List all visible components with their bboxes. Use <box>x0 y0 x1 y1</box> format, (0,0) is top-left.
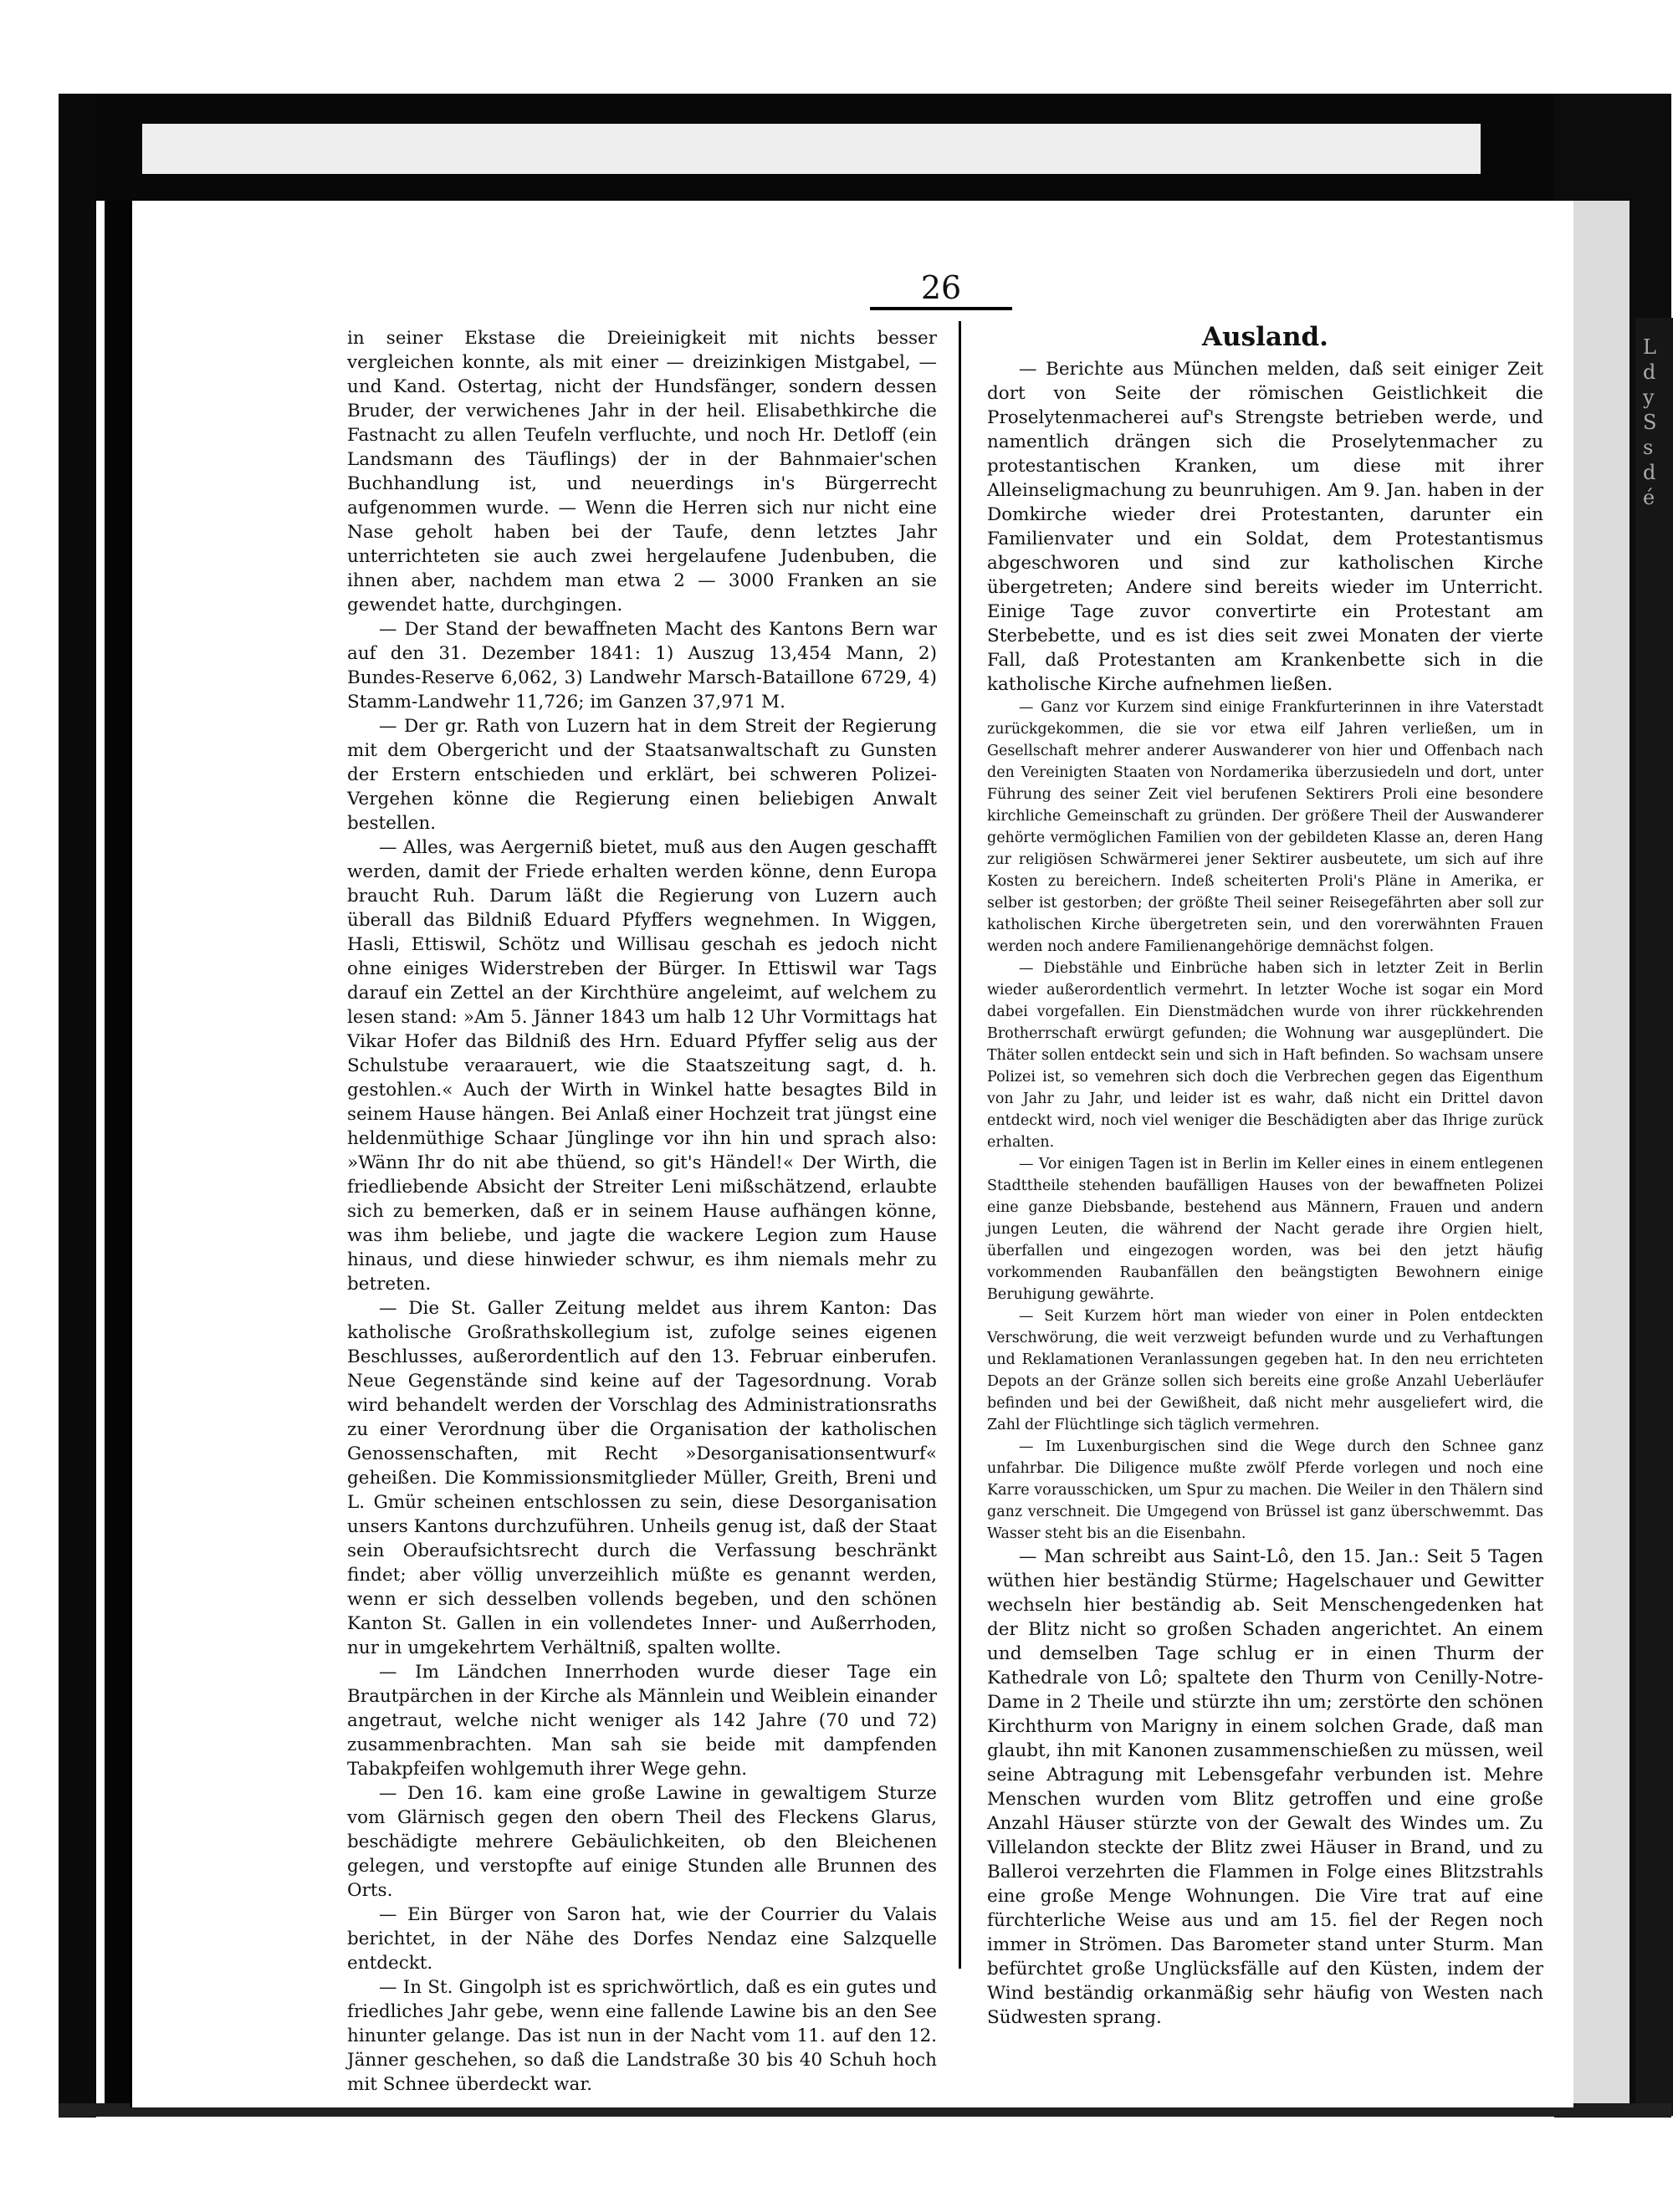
article-paragraph: — In St. Gingolph ist es sprichwörtlich, daß es ein gutes und friedliches Jahr gebe, wenn eine fallende Lawine bis an den See hinunter gelange. Das ist nun in der Nacht vom 11. auf den 12. Jänner geschehen, so daß die Landstraße 30 bis 40 Schuh hoch mit Schnee überdeckt war. <box>347 1977 937 2095</box>
article-paragraph: — Ein Bürger von Saron hat, wie der Courrier du Valais berichtet, in der Nähe des Dorfes Nendaz eine Salzquelle entdeckt. <box>347 1904 937 1974</box>
article-paragraph: — Berichte aus München melden, daß seit einiger Zeit dort von Seite der römischen Geistlichkeit die Proselytenmacherei auf's Strengste betrieben werde, und namentlich drängen sich die Proselytenmacher zu protestantischen Kranken, um diese mit ihrer Alleinseligmachung zu beunruhigen. Am 9. Jan. haben in der Domkirche wieder drei Protestanten, darunter ein Familienvater und ein Soldat, dem Protestantismus abgeschworen und sind zur katholischen Kirche übergetreten; Andere sind bereits wieder im Unterricht. Einige Tage zuvor convertirte ein Protestant am Sterbebette, und es ist dies seit zwei Monaten der vierte Fall, daß Protestanten am Krankenbette sich in die katholische Kirche aufnehmen ließen. <box>987 359 1543 695</box>
article-paragraph: — Im Ländchen Innerrhoden wurde dieser Tage ein Brautpärchen in der Kirche als Männlein und Weiblein einander angetraut, welche nicht weniger als 142 Jahre (70 und 72) zusammenbrachten. Man sah sie beide mit dampfenden Tabakpfeifen wohlgemuth ihrer Wege gehn. <box>347 1662 937 1780</box>
column-divider <box>959 321 961 1969</box>
page-number: 26 <box>920 269 962 306</box>
section-heading-ausland: Ausland. <box>1202 322 1328 352</box>
page-number-rule <box>870 307 1012 310</box>
right-column <box>987 322 1543 2030</box>
article-paragraph-small: — Vor einigen Tagen ist in Berlin im Keller eines in einem entlegenen Stadttheile stehenden baufälligen Hauses von der bewaffneten Polizei eine ganze Diebsbande, bestehend aus Männern, Frauen und andern jungen Leuten, die während der Nacht gerade ihre Orgien hielt, überfallen und eingezogen worden, was bei den jetzt häufig vorkommenden Raubanfällen den beängstigten Bewohnern einige Beruhigung gewährte. <box>987 1156 1543 1303</box>
article-paragraph: in seiner Ekstase die Dreieinigkeit mit nichts besser vergleichen konnte, als mit einer — dreizinkigen Mistgabel, — und Kand. Ostertag, nicht der Hundsfänger, sondern dessen Bruder, der verwichenes Jahr in der heil. Elisabethkirche die Fastnacht zu allen Teufeln verfluchte, und noch Hr. Detloff (ein Landsmann des Täuflings) der in der Bahnmaier'schen Buchhandlung ist, und neuerdings in's Bürgerrecht aufgenommen wurde. — Wenn die Herren sich nur nicht eine Nase geholt haben bei der Taufe, denn letztes Jahr unterrichteten sie auch zwei hergelaufene Judenbuben, die ihnen aber, nachdem man etwa 2 — 3000 Franken an sie gewendet hatte, durchgingen. <box>347 328 937 616</box>
scan-border-right-edge <box>1635 318 1673 2116</box>
scan-border-top-light <box>142 124 1481 174</box>
article-paragraph: — Den 16. kam eine große Lawine in gewaltigem Sturze vom Glärnisch gegen den obern Theil des Fleckens Glarus, beschädigte mehrere Gebäulichkeiten, ob den Bleichenen gelegen, und verstopfte auf einige Stunden alle Brunnen des Orts. <box>347 1783 937 1901</box>
article-paragraph-small: — Diebstähle und Einbrüche haben sich in letzter Zeit in Berlin wieder außerordentlich vermehrt. In letzter Woche ist sogar ein Mord dabei vorgefallen. Ein Dienstmädchen wurde von ihrer rückkehrenden Brotherrschaft erwürgt gefunden; die Wohnung war ausgeplündert. Die Thäter sollen entdeckt sein und sich in Haft befinden. So wachsam unsere Polizei ist, so vemehren sich doch die Verbrechen gegen das Eigenthum von Jahr zu Jahr, und leider ist es wahr, daß nicht ein Drittel davon entdeckt wird, noch viel weniger die Beschädigten aber das Ihrige zurück erhalten. <box>987 960 1543 1151</box>
article-paragraph: — Die St. Galler Zeitung meldet aus ihrem Kanton: Das katholische Großrathskollegium ist, zufolge seines eigenen Beschlusses, außerordentlich auf den 13. Februar einberufen. Neue Gegenstände sind keine auf der Tagesordnung. Vorab wird behandelt werden der Vorschlag des Administrationsraths zu einer Verordnung über die Organisation der katholischen Genossenschaften, mit Recht »Desorganisationsentwurf« geheißen. Die Kommissionsmitglieder Müller, Greith, Breni und L. Gmür scheinen entschlossen zu sein, diese Desorganisation unsers Kantons durchzuführen. Unheils genug ist, daß der Staat sein Oberaufsichtsrecht durch die Verfassung beschränkt findet; aber völlig unverzeihlich müßte es genannt werden, wenn er sich desselben vollends begeben, und den schönen Kanton St. Gallen in ein vollendetes Inner- und Außerrhoden, nur in umgekehrtem Verhältniß, spalten wollte. <box>347 1298 937 1658</box>
article-paragraph: — Alles, was Aergerniß bietet, muß aus den Augen geschafft werden, damit der Friede erhalten werden könne, denn Europa braucht Ruh. Darum läßt die Regierung von Luzern auch überall das Bildniß Eduard Pfyffers wegnehmen. In Wiggen, Hasli, Ettiswil, Schötz und Willisau geschah es jedoch nicht ohne einiges Widerstreben der Bürger. In Ettiswil war Tags darauf ein Zettel an der Kirchthüre angeleimt, auf welchem zu lesen stand: »Am 5. Jänner 1843 um halb 12 Uhr Vormittags hat Vikar Hofer das Bildniß des Hrn. Eduard Pfyffer selig aus der Schulstube veraarauert, wie die Staatszeitung sagt, d. h. gestohlen.« Auch der Wirth in Winkel hatte besagtes Bild in seinem Hause hängen. Bei Anlaß einer Hochzeit trat jüngst eine heldenmüthige Schaar Jünglinge vor ihn hin und sprach also: »Wänn Ihr do nit abe thüend, so git's Händel!« Der Wirth, die friedliebende Absicht der Streiter Leni mißschätzend, erlaubte sich zu bemerken, daß er in seinem Hause aufhängen könne, was ihm beliebe, und jagte die wackere Legion zum Hause hinaus, und diese hinwieder schwur, es ihm niemals mehr zu betreten. <box>347 837 937 1295</box>
article-paragraph-small: — Im Luxenburgischen sind die Wege durch den Schnee ganz unfahrbar. Die Diligence mußte zwölf Pferde vorlegen und noch eine Karre vorausschicken, um Spur zu machen. Die Weiler in den Thälern sind ganz verschneit. Die Umgegend von Brüssel ist ganz überschwemmt. Das Wasser steht bis an die Eisenbahn. <box>987 1438 1543 1542</box>
scan-border-right-light <box>1571 201 1630 2107</box>
article-paragraph: — Der Stand der bewaffneten Macht des Kantons Bern war auf den 31. Dezember 1841: 1) Auszug 13,454 Mann, 2) Bundes-Reserve 6,062, 3) Landwehr Marsch-Bataillone 6729, 4) Stamm-Landwehr 11,726; im Ganzen 37,971 M. <box>347 619 937 713</box>
article-paragraph: — Man schreibt aus Saint-Lô, den 15. Jan.: Seit 5 Tagen wüthen hier beständig Stürme; Hagelschauer und Gewitter wechseln hier beständig ab. Seit Menschengedenken hat der Blitz nicht so großen Schaden angerichtet. An einem und demselben Tage schlug er in einen Thurm der Kathedrale von Lô; spaltete den Thurm von Cenilly-Notre-Dame in 2 Theile und stürzte ihn um; zerstörte den schönen Kirchthurm von Marigny in einem solchen Grade, daß man glaubt, ihn mit Kanonen zusammenschießen zu müssen, weil seine Abtragung mit Lebensgefahr verbunden ist. Mehre Menschen wurden vom Blitz getroffen und eine große Anzahl Häuser stürzte von der Gewalt des Windes um. Zu Villelandon steckte der Blitz zwei Häuser in Brand, und zu Balleroi verzehrten die Flammen in Folge eines Blitzstrahls eine große Menge Wohnungen. Die Vire trat auf eine fürchterliche Weise aus und am 15. fiel der Regen noch immer in Strömen. Das Barometer stand unter Sturm. Man befürchtet große Unglücksfälle auf den Küsten, indem der Wind beständig orkanmäßig sehr häufig von Westen nach Südwesten sprang. <box>987 1546 1543 2028</box>
left-column <box>347 326 937 2097</box>
scan-border-left <box>59 94 96 2117</box>
article-paragraph: — Der gr. Rath von Luzern hat in dem Streit der Regierung mit dem Obergericht und der Staatsanwaltschaft zu Gunsten der Erstern entschieden und erklärt, bei schweren Polizei-Vergehen könne die Regierung einen beliebigen Anwalt bestellen. <box>347 716 937 834</box>
adjacent-page-fragment: L d y S s d é <box>1643 335 1657 509</box>
article-paragraph-small: — Seit Kurzem hört man wieder von einer in Polen entdeckten Verschwörung, die weit verzweigt befunden wurde und zu Verhaftungen und Reklamationen Veranlassungen gegeben hat. In den neu errichteten Depots an der Gränze sollen sich bereits eine große Anzahl Ueberläufer befinden und bei der Gewißheit, daß nicht mehr ausgeliefert wird, die Zahl der Flüchtlinge sich täglich vermehren. <box>987 1308 1543 1433</box>
article-paragraph-small: — Ganz vor Kurzem sind einige Frankfurterinnen in ihre Vaterstadt zurückgekommen, die sie vor etwa eilf Jahren verließen, um in Gesellschaft mehrer anderer Auswanderer von hier und Offenbach nach den Vereinigten Staaten von Nordamerika überzusiedeln und dort, unter Führung des seiner Zeit viel berufenen Sektirers Proli eine besondere kirchliche Gemeinschaft zu gründen. Der größere Theil der Auswanderer gehörte vermöglichen Familien von der gebildeten Klasse an, deren Hang zur religiösen Schwärmerei jener Sektirer ausbeutete, um sich auf ihre Kosten zu bereichern. Indeß scheiterten Proli's Pläne in Amerika, er selber ist gestorben; der größte Theil seiner Reisegefährten aber soll zur katholischen Kirche übergetreten sein, und den vorerwähnten Frauen werden noch andere Familienangehörige demnächst folgen. <box>987 699 1543 955</box>
scan-border-left-inner <box>105 201 130 2116</box>
